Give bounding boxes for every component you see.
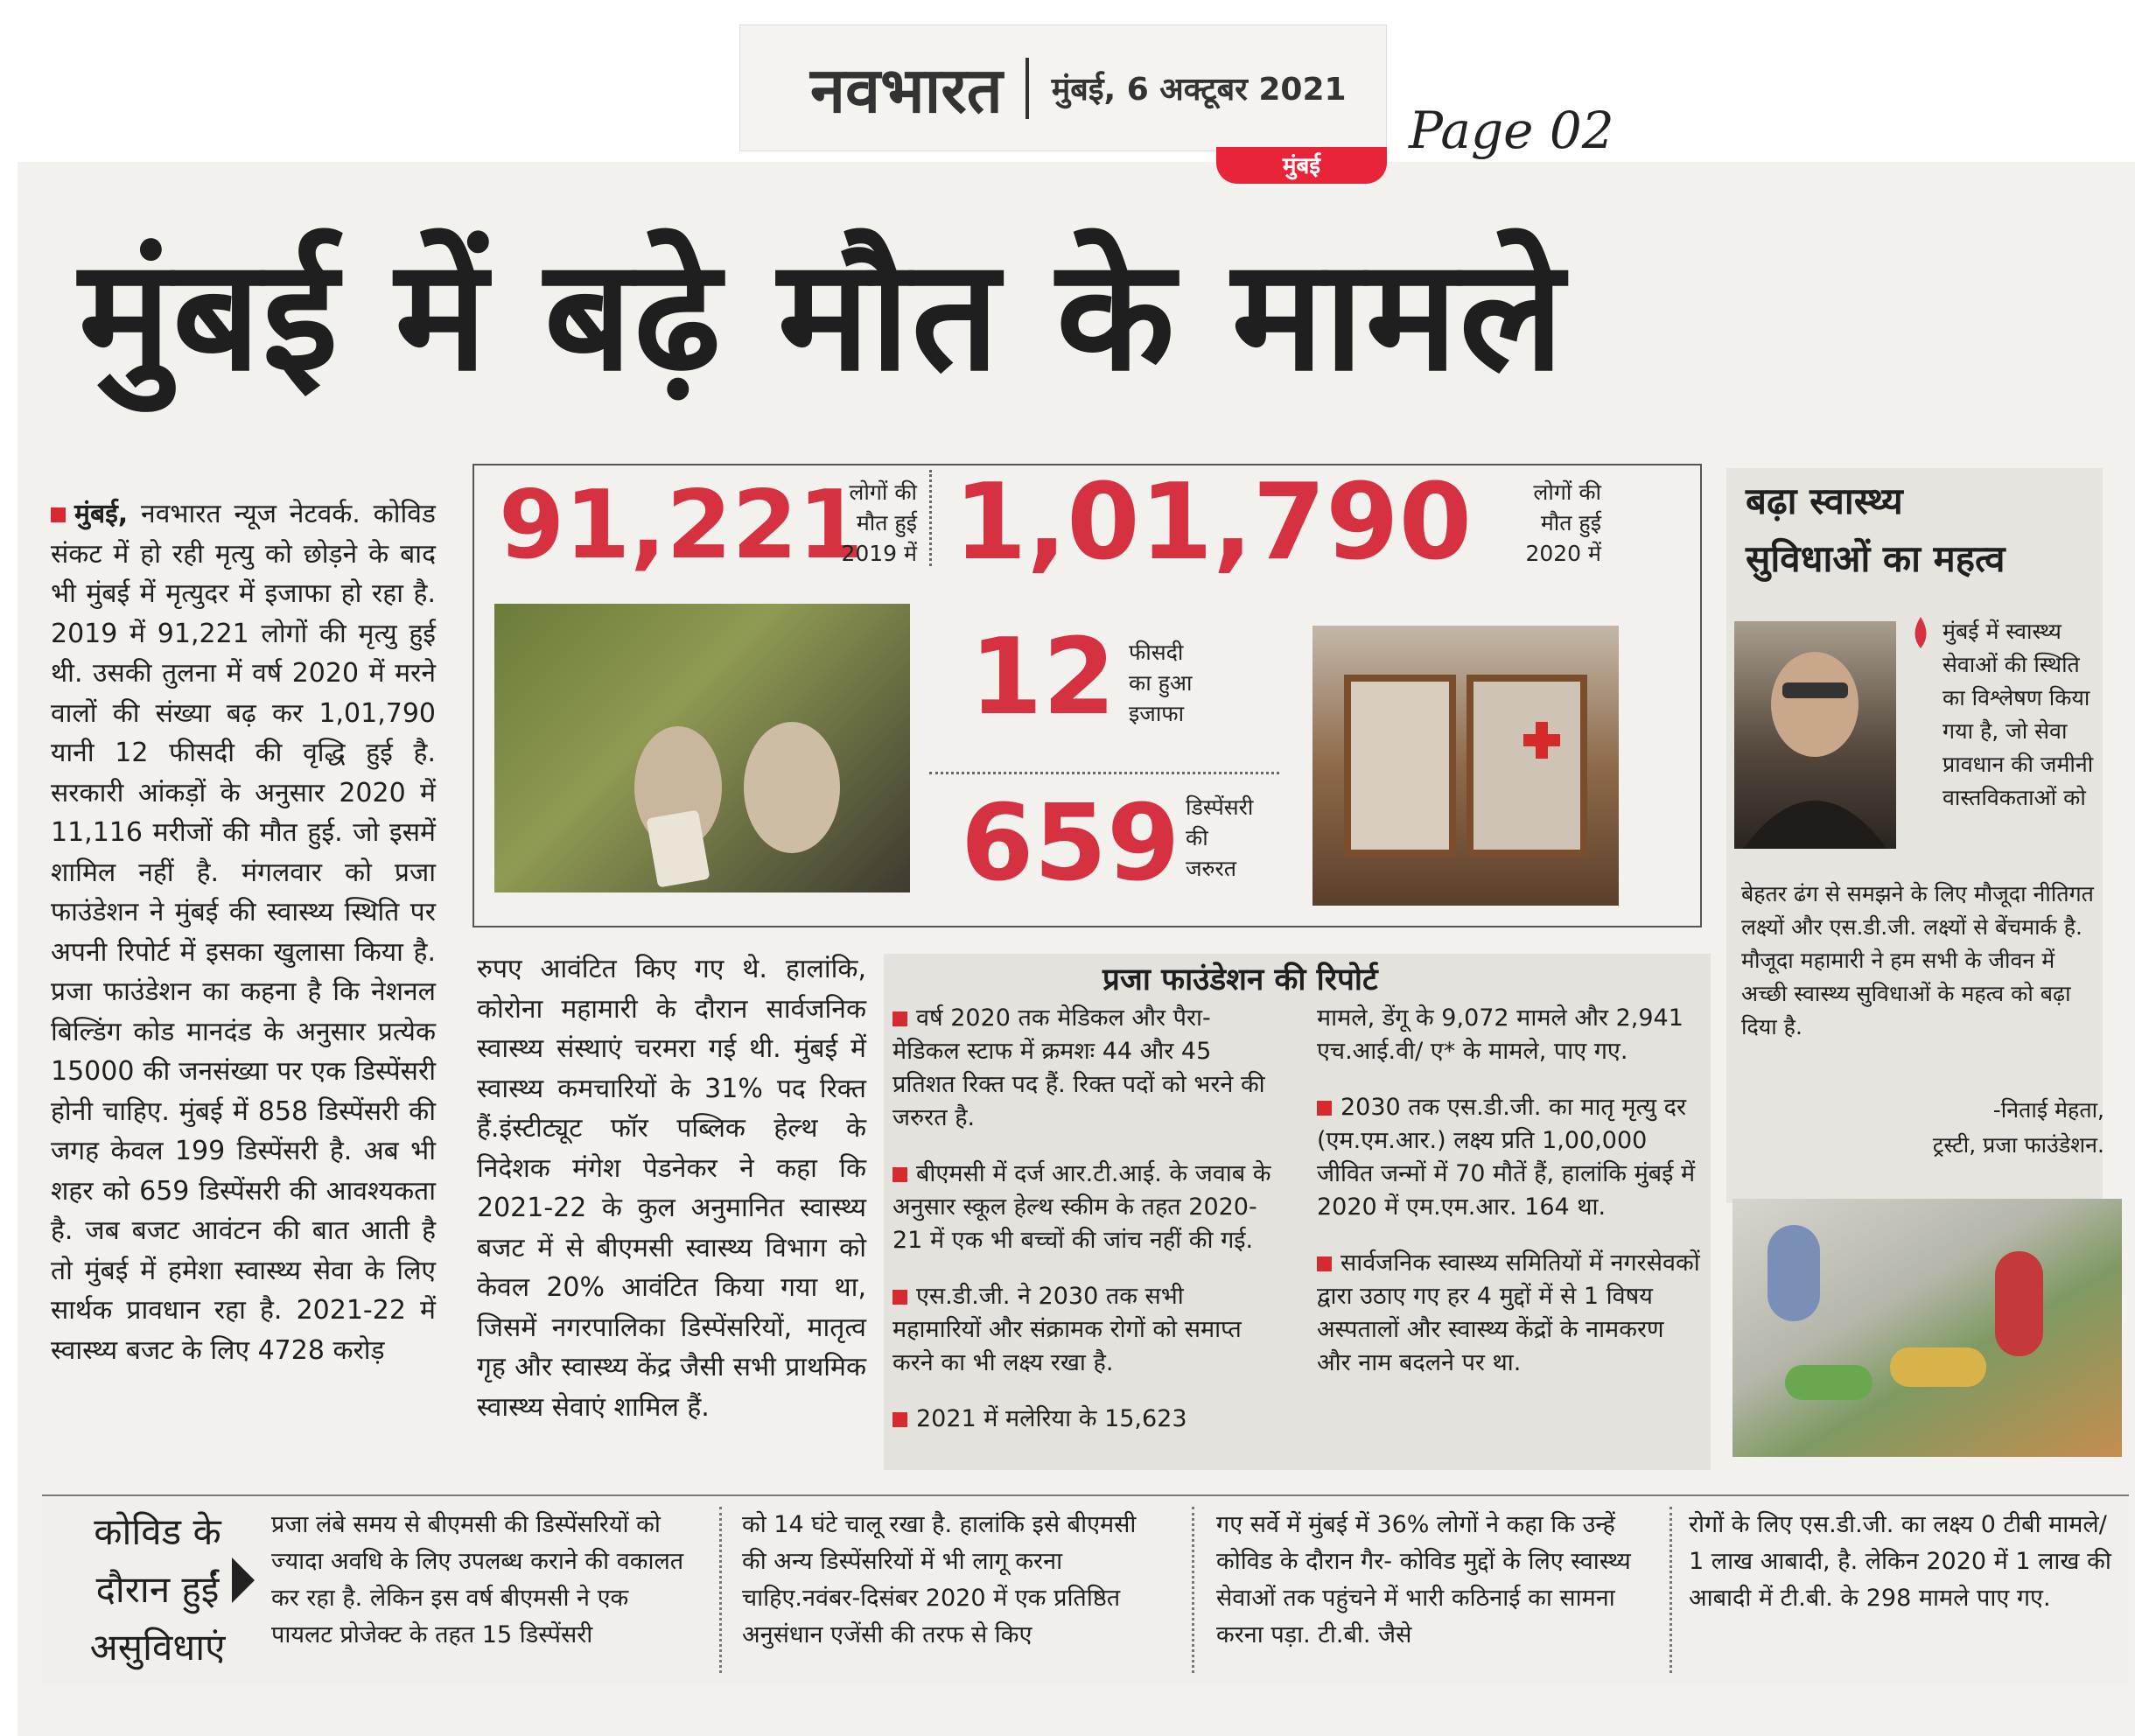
photo-clinic-graphic (1312, 626, 1619, 906)
bottom-title-line: कोविड के (94, 1510, 221, 1553)
bottom-strip-title (70, 1503, 245, 1676)
report-item (1317, 1247, 1702, 1380)
report-item-text: वर्ष 2020 तक मेडिकल और पैरा-मेडिकल स्टाफ में क्रमशः 44 और 45 प्रतिशत रिक्त पद हैं. रिक्त पदों को भरने की जरुरत है. (892, 1004, 1265, 1131)
photo-medicine-pills (1732, 1199, 2122, 1457)
bottom-column-2: को 14 घंटे चालू रखा है. हालांकि इसे बीएमसी की अन्य डिस्पेंसरियों में भी लागू करना चाहिए.नवंबर-दिसंबर 2020 में एक प्रतिष्ठित अनुसंधान एजेंसी की तरफ से किए (742, 1511, 1137, 1648)
bullet-square-icon (1317, 1101, 1332, 1116)
report-item-text: 2021 में मलेरिया के 15,623 (916, 1405, 1187, 1432)
section-tag: मुंबई (1216, 147, 1387, 184)
bullet-square-icon (892, 1412, 907, 1427)
stat-label-line: लोगों की (1533, 480, 1601, 505)
paper-date: मुंबई, 6 अक्टूबर 2021 (1051, 72, 1347, 108)
masthead (739, 24, 1387, 151)
bullet-square-icon (892, 1167, 907, 1182)
bullet-square-icon (51, 508, 66, 522)
column-divider (1670, 1507, 1672, 1673)
sidebar-designation: ट्रस्टी, प्रजा फाउंडेशन. (1932, 1132, 2104, 1158)
report-column-2 (1317, 1002, 1702, 1403)
bullet-square-icon (892, 1290, 907, 1305)
dateline: मुंबई, (74, 499, 129, 529)
report-item-text: 2030 तक एस.डी.जी. का मातृ मृत्यु दर (एम.एम.आर.) लक्ष्य प्रति 1,00,000 जीवित जन्मों में 70 मौतें हैं, हालांकि मुंबई में 2020 में एम.एम.आर. 164 था. (1317, 1094, 1696, 1221)
sidebar-title-line: सुविधाओं का महत्व (1746, 537, 2006, 580)
sidebar-title-line: बढ़ा स्वास्थ्य (1746, 480, 1903, 522)
report-item-text: सार्वजनिक स्वास्थ्य समितियों में नगरसेवकों द्वारा उठाए गए हर 4 मुद्दों में से 1 विषय अस्पतालों और स्वास्थ्य केंद्रों के नामकरण और नाम बदलने पर था. (1317, 1250, 1700, 1376)
stat-label-line: मौत हुई (856, 510, 917, 536)
photo-covered-body (494, 604, 910, 892)
stat-deaths-2020-label (1492, 477, 1601, 569)
stat-label-line: का हुआ (1129, 670, 1193, 696)
bottom-column-1: प्रजा लंबे समय से बीएमसी की डिस्पेंसरियों को ज्यादा अवधि के लिए उपलब्ध कराने की वकालत कर रहा है. लेकिन इस वर्ष बीएमसी ने एक पायलट प्रोजेक्ट के तहत 15 डिस्पेंसरी (271, 1511, 684, 1648)
report-item (1317, 1091, 1702, 1224)
stat-label-line: मौत हुई (1540, 510, 1601, 536)
bottom-title-line: दौरान हुईं (95, 1568, 220, 1611)
stat-label-line: लोगों की (849, 480, 917, 505)
bottom-title-line: असुविधाएं (89, 1626, 226, 1669)
stat-increase-value: 12 (970, 617, 1116, 738)
report-item-text: बीएमसी में दर्ज आर.टी.आई. के जवाब के अनुसार स्कूल हेल्थ स्कीम के तहत 2020-21 में एक भी बच्चों की जांच नहीं की गई. (892, 1160, 1271, 1254)
bottom-column-3: गए सर्वे में मुंबई में 36% लोगों ने कहा कि उन्हें कोविड के दौरान गैर- कोविड मुद्दों के लिए स्वास्थ्य सेवाओं तक पहुंचने में भारी कठिनाई का सामना करना पड़ा. टी.बी. जैसे (1216, 1511, 1631, 1648)
stat-label-line: डिस्पेंसरी (1186, 794, 1254, 820)
stats-divider (929, 470, 932, 566)
sidebar-title (1746, 472, 2096, 588)
report-item (892, 1403, 1278, 1436)
stat-deaths-2020-value: 1,01,790 (954, 462, 1473, 584)
arrow-right-icon (232, 1558, 255, 1603)
bottom-column-4: रोगों के लिए एस.डी.जी. का लक्ष्य 0 टीबी मामले/ 1 लाख आबादी, है. लेकिन 2020 में 1 लाख की आबादी में टी.बी. के 298 मामले पाए गए. (1689, 1511, 2111, 1612)
bullet-square-icon (1317, 1256, 1332, 1271)
middle-column: रुपए आवंटित किए गए थे. हालांकि, कोरोना महामारी के दौरान सार्वजनिक स्वास्थ्य संस्थाएं चरमरा गई थी. मुंबई में स्वास्थ्य कमचारियों के 31% पद रिक्त हैं.इंस्टीट्यूट फॉर पब्लिक हेल्थ के निदेशक मंगेश पेडनेकर ने कहा कि 2021-22 के कुल अनुमानित स्वास्थ्य बजट में से बीएमसी स्वास्थ्य विभाग को केवल 20% आवंटित किया गया था, जिसमें नगरपालिका डिस्पेंसरियों, मातृत्व गृह और स्वास्थ्य केंद्र जैसी सभी प्राथमिक स्वास्थ्य सेवाएं शामिल हैं. (477, 954, 866, 1423)
byline: नवभारत न्यूज नेटवर्क. (141, 499, 360, 529)
stat-dispensary-value: 659 (961, 783, 1180, 905)
headline: मुंबई में बढ़े मौत के मामले (79, 226, 1566, 405)
bullet-square-icon (892, 1012, 907, 1026)
stat-label-line: इजाफा (1129, 701, 1185, 726)
stat-label-line: जरुरत (1186, 856, 1236, 881)
lead-article (51, 494, 436, 1370)
masthead-separator (1026, 58, 1029, 119)
portrait-photo (1734, 621, 1896, 849)
sidebar-quote-part-b: बेहतर ढंग से समझने के लिए मौजूदा नीतिगत लक्ष्यों और एस.डी.जी. लक्ष्यों से बेंचमार्क है. मौजूदा महामारी ने हम सभी के जीवन में अच्छी स्वास्थ्य सुविधाओं के महत्व को बढ़ा दिया है. (1741, 881, 2094, 1040)
lead-body: कोविड संकट में हो रही मृत्यु को छोड़ने के बाद भी मुंबई में मृत्युदर में इजाफा हो रहा है. 2019 में 91,221 लोगों की मृत्यु हुई थी. उसकी तुलना में वर्ष 2020 में मरने वालों की संख्या बढ़ कर 1,01,790 यानी 12 फीसदी की वृद्धि हुई है. सरकारी आंकड़ों के अनुसार 2020 में 11,116 मरीजों की मौत हुई. जो इसमें शामिल नहीं है. मंगलवार को प्रजा फाउंडेशन ने मुंबई की स्वास्थ्य स्थिति पर अपनी रिपोर्ट में इसका खुलासा किया है. प्रजा फाउंडेशन का कहना है कि नेशनल बिल्डिंग कोड मानदंड के अनुसार प्रत्येक 15000 की जनसंख्या पर एक डिस्पेंसरी होनी चाहिए. मुंबई में 858 डिस्पेंसरी की जगह केवल 199 डिस्पेंसरी है. अब भी शहर को 659 डिस्पेंसरी की आवश्यकता है. जब बजट आवंटन की बात आती है तो मुंबई में हमेशा स्वास्थ्य सेवा के लिए सार्थक प्रावधान रहा है. 2021-22 में स्वास्थ्य बजट के लिए 4728 करोड़ (51, 499, 436, 1366)
column-divider (719, 1507, 722, 1673)
photo-pills-graphic (1732, 1199, 2122, 1457)
report-title: प्रजा फाउंडेशन की रिपोर्ट (1102, 962, 1378, 998)
stat-label-line: फीसदी (1129, 640, 1184, 665)
stat-dispensary-label (1186, 792, 1304, 884)
stat-increase-label (1129, 637, 1269, 729)
stat-label-line: 2020 में (1525, 541, 1601, 566)
stat-deaths-2019-value: 91,221 (499, 471, 864, 580)
report-item (892, 1158, 1278, 1257)
stats-divider (929, 772, 1279, 774)
stat-label-line: की (1186, 825, 1208, 850)
report-column-1 (892, 1002, 1278, 1459)
photo-covered-body-graphic (494, 604, 910, 892)
report-item-text: एस.डी.जी. ने 2030 तक सभी महामारियों और संक्रामक रोगों को समाप्त करने का भी लक्ष्य रखा है. (892, 1283, 1242, 1376)
handwritten-page-note: Page 02 (1409, 101, 1614, 160)
paper-name: नवभारत (810, 52, 1003, 127)
sidebar-quote-part-a: मुंबई में स्वास्थ्य सेवाओं की स्थिति का विश्लेषण किया गया है, जो सेवा प्रावधान की जमीनी वास्तविकताओं को (1942, 619, 2094, 810)
sidebar-author: -निताई मेहता, (1992, 1097, 2104, 1123)
report-item-continued: मामले, डेंगू के 9,072 मामले और 2,941 एच.आई.वी/ ए* के मामले, पाए गए. (1317, 1004, 1684, 1065)
column-divider (1192, 1507, 1194, 1673)
portrait-graphic (1734, 621, 1896, 849)
stat-label-line: 2019 में (841, 541, 917, 566)
report-item (892, 1002, 1278, 1135)
photo-clinic (1312, 626, 1619, 906)
report-item (892, 1280, 1278, 1380)
stat-deaths-2019-label (821, 477, 917, 569)
